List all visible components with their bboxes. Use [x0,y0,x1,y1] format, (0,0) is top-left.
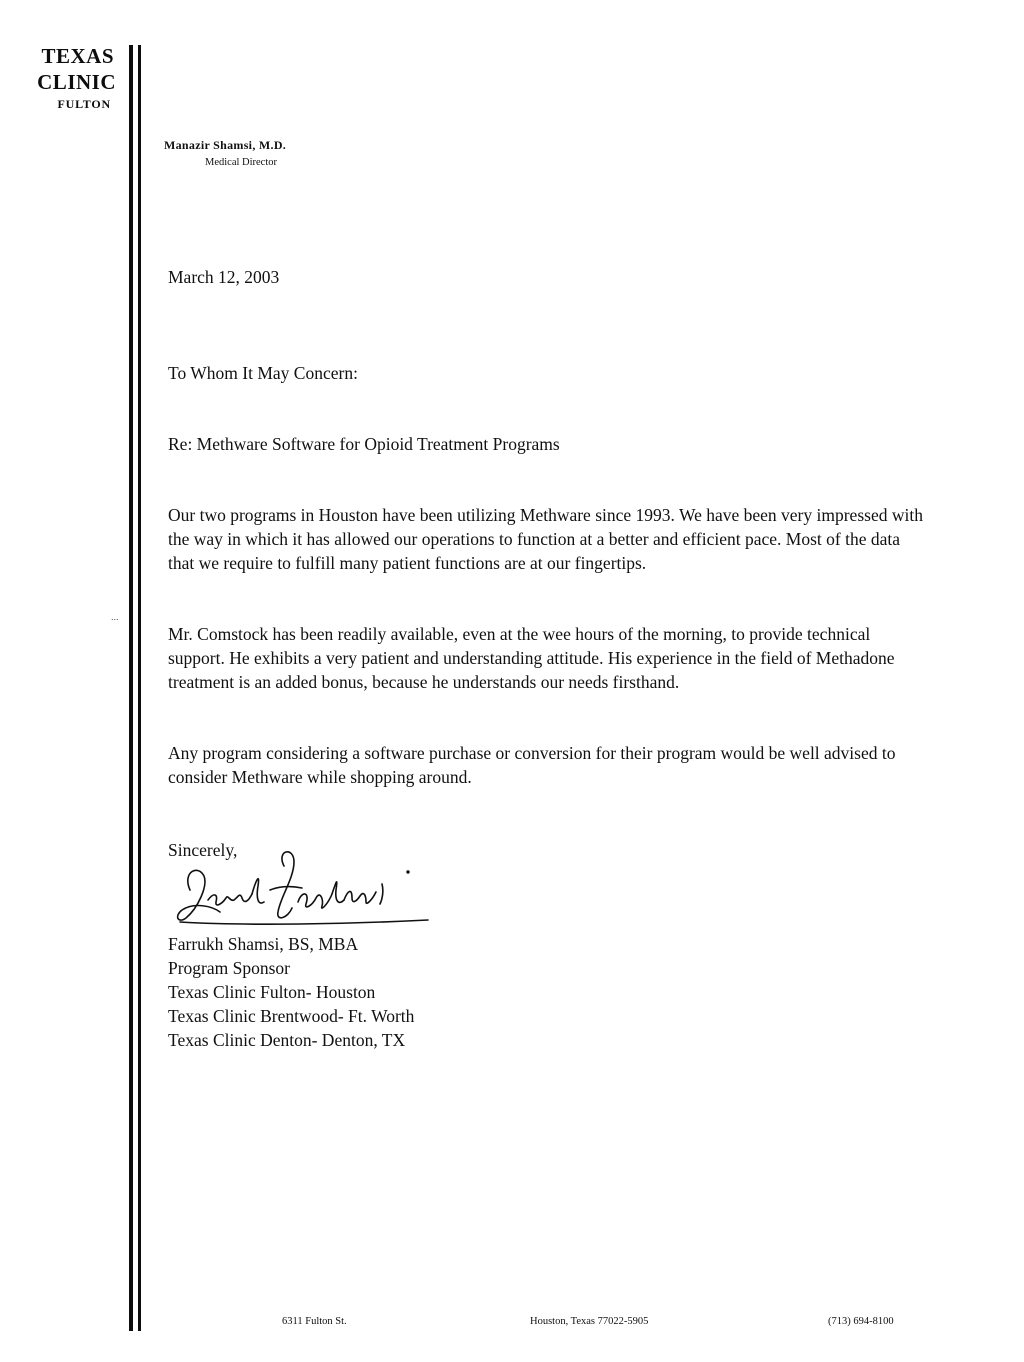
handwritten-signature [168,842,436,932]
director-name: Manazir Shamsi, M.D. [164,138,287,152]
signer-location-3: Texas Clinic Denton- Denton, TX [168,1030,406,1050]
signer-role: Program Sponsor [168,958,291,978]
signer-location-1: Texas Clinic Fulton- Houston [168,982,376,1002]
footer-city-zip: Houston, Texas 77022-5905 [530,1316,649,1327]
body-paragraph-3: Any program considering a software purchase or conversion for their program would be well advised to consider Methware while shopping around. [168,743,896,787]
footer-phone: (713) 694-8100 [828,1316,894,1327]
subject-line: Re: Methware Software for Opioid Treatment Programs [168,434,560,454]
letterhead-rule-inner [138,45,141,1331]
letterhead-fulton: FULTON [57,97,111,111]
letterhead-rule-outer [129,45,133,1331]
margin-mark: ... [111,612,119,622]
letter-date: March 12, 2003 [168,267,280,287]
footer-street-address: 6311 Fulton St. [282,1316,347,1327]
signer-name: Farrukh Shamsi, BS, MBA [168,934,359,954]
body-paragraph-2: Mr. Comstock has been readily available, even at the wee hours of the morning, to provide technical support. He exhibits a very patient and understanding attitude. His experience in the field of Methadone treatment is an added bonus, because he understands our needs firsthand. [168,624,895,692]
closing: Sincerely, [168,840,238,860]
director-title: Medical Director [205,157,278,168]
salutation: To Whom It May Concern: [168,363,358,383]
letterhead-clinic: CLINIC [37,70,116,94]
body-paragraph-1: Our two programs in Houston have been utilizing Methware since 1993. We have been very impressed with the way in which it has allowed our operations to function at a better and efficient pace. Most of the data that we require to fulfill many patient functions are at our fingertips. [168,505,923,573]
signature-block [168,932,414,1052]
signer-location-2: Texas Clinic Brentwood- Ft. Worth [168,1006,415,1026]
letterhead-texas: TEXAS [41,44,114,68]
